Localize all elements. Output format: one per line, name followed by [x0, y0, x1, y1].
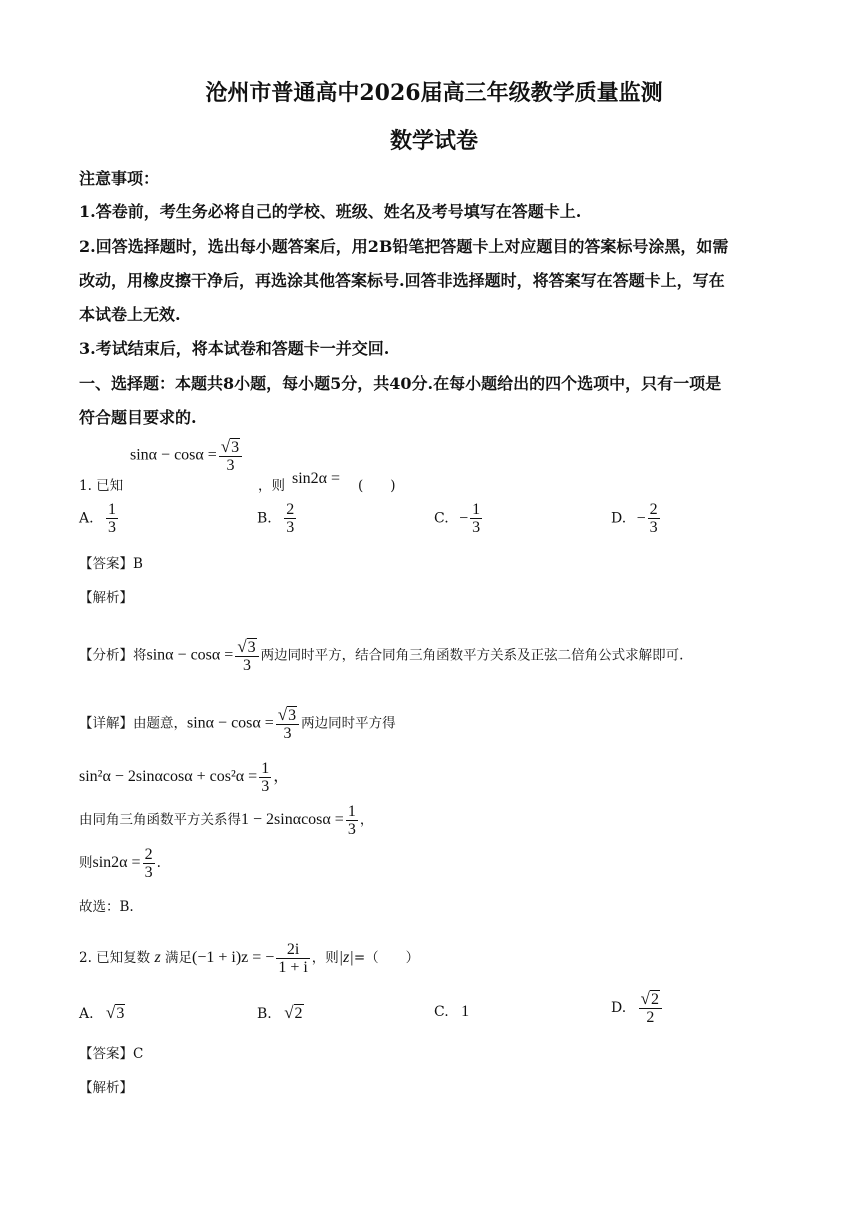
q2-option-c[interactable]: C. 1: [434, 1003, 470, 1020]
q1-fenxi: 【分析】将sinα − cosα = $\frac{√3}{3}$ 两边同时平方，结合同角三角函数平方关系及正弦二倍角公式求解即可.: [79, 637, 684, 674]
q1-condition-num: 3: [231, 439, 240, 456]
q1-target: sin2α =: [292, 470, 341, 487]
q1-conclusion: 故选：B.: [79, 899, 134, 915]
q2-option-d[interactable]: D. $\frac{√2}{2}$: [611, 990, 664, 1026]
q1-option-b[interactable]: B. $\frac{2}{3}$: [257, 501, 295, 536]
q1-jiexi: 【解析】: [79, 590, 133, 606]
option-label: D.: [611, 510, 627, 527]
notice-heading: 注意事项：: [79, 169, 160, 188]
q1-condition: sinα − cosα = $\frac{√3}{3}$: [130, 438, 244, 474]
section-heading-line-2: 符合题目要求的.: [79, 408, 197, 427]
option-label: D.: [611, 1000, 627, 1016]
option-label: C.: [434, 1004, 449, 1020]
q1-step-1: sin²α − 2sinαcosα + cos²α = $\frac{1}{3}$ ，: [79, 760, 290, 795]
notice-item-2-line-3: 本试卷上无效.: [79, 305, 181, 324]
q1-xiangjie: 【详解】由题意，sinα − cosα = $\frac{√3}{3}$ 两边同时平方得: [79, 705, 396, 742]
notice-item-2-line-1: 2.回答选择题时，选出每小题答案后，用2B铅笔把答题卡上对应题目的答案标号涂黑，如需: [79, 237, 729, 256]
section-heading-line-1: 一、选择题：本题共8小题，每小题5分，共40分.在每小题给出的四个选项中，只有一项是: [79, 374, 722, 393]
q1-option-c[interactable]: C. − $\frac{1}{3}$: [434, 501, 481, 536]
notice-item-3: 3.考试结束后，将本试卷和答题卡一并交回.: [79, 339, 390, 358]
option-label: B.: [257, 510, 272, 527]
q1-condition-lhs: sinα − cosα =: [130, 446, 217, 464]
q2-stem: 2. 已知复数 z 满足(−1 + i)z = − $\frac{2i}{1 + i}$ ，则|z|=（ ）: [79, 941, 420, 976]
q1-condition-den: 3: [226, 457, 235, 474]
q1-paren: ( ): [358, 478, 396, 494]
q1-option-d[interactable]: D. − $\frac{2}{3}$: [611, 501, 658, 536]
q1-step-2: 由同角三角函数平方关系得1 − 2sinαcosα = $\frac{1}{3}$ ，: [79, 803, 374, 838]
q2-option-b[interactable]: B. √2: [257, 1003, 303, 1022]
q1-option-a[interactable]: A. $\frac{1}{3}$: [79, 501, 117, 536]
q1-number: 1. 已知: [79, 478, 124, 494]
notice-item-2-line-2: 改动，用橡皮擦干净后，再选涂其他答案标号.回答非选择题时，将答案写在答题卡上，写在: [79, 271, 725, 290]
notice-item-1: 1.答卷前，考生务必将自己的学校、班级、姓名及考号填写在答题卡上.: [79, 202, 582, 221]
q1-mid: ，则: [258, 478, 285, 494]
option-label: C.: [434, 510, 449, 527]
q2-option-a[interactable]: A. √3: [79, 1003, 125, 1022]
option-label: A.: [79, 1006, 94, 1022]
q1-step-3: 则sin2α = $\frac{2}{3}$ .: [79, 846, 161, 881]
q1-answer: 【答案】B: [79, 556, 143, 572]
q2-answer: 【答案】C: [79, 1046, 144, 1062]
option-label: B.: [257, 1006, 272, 1022]
exam-subtitle: 数学试卷: [389, 128, 478, 154]
exam-title: 沧州市普通高中2026届高三年级教学质量监测: [205, 80, 663, 106]
option-label: A.: [79, 510, 94, 527]
q2-jiexi: 【解析】: [79, 1080, 133, 1096]
